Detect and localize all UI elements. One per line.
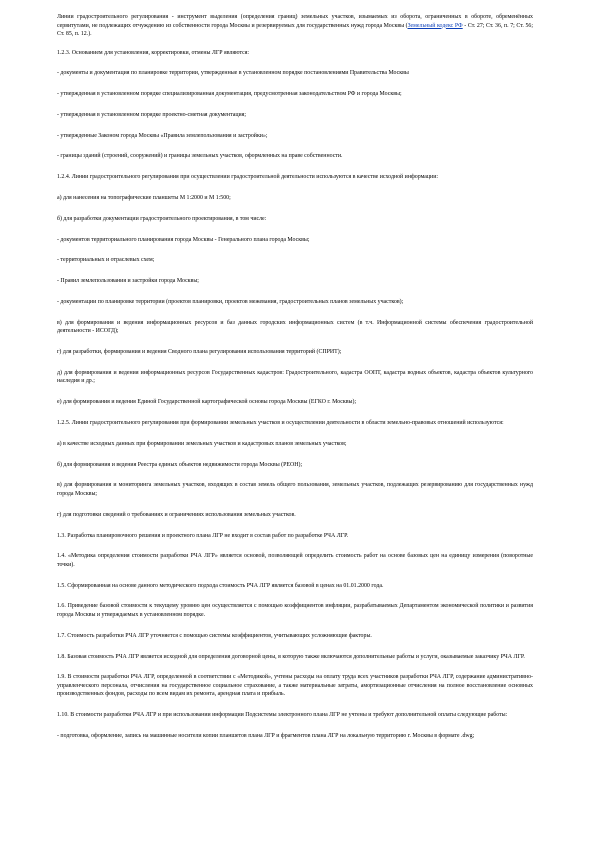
- paragraph: 1.6. Приведение базовой стоимости к текущему уровню цен осуществляется с помощью коэффициентов инфляции, разрабатываемых Департаментом экономической политики и развития города Москвы и утверждаемых в установленном порядке.: [57, 603, 533, 618]
- paragraph: г) для подготовки сведений о требованиях и ограничениях использования земельных участков.: [57, 511, 296, 518]
- paragraph: а) для нанесения на топографические планшеты М 1:2000 и М 1:500;: [57, 195, 231, 202]
- paragraph: а) в качестве исходных данных при формировании земельных участков и кадастровых планов земельных участков;: [57, 440, 347, 447]
- paragraph: - Правил землепользования и застройки города Москвы;: [57, 278, 199, 285]
- paragraph: б) для формирования и ведения Реестра единых объектов недвижимости города Москвы (РЕОН);: [57, 461, 303, 468]
- intro-text: Линии градостроительного регулирования - инструмент выделения (определения границ) земельных участков, изымаемых из оборота, ограниченных в обороте, обременённых сервитутами, не подлежащих отчуждению из собственности города Москвы и резервируемых для государственных нужд города Москвы (: [57, 14, 533, 29]
- paragraph: 1.9. В стоимости разработки РЧА ЛГР, определенной в соответствии с «Методикой», учтены расходы на оплату труда всех участников разработки РЧА ЛГР, содержание административно-управленческого персонала, отчисления на государственное социальное страхование, а также материальные затраты, амортизационные отчисления на полное восстановление основных производственных фондов, расходы по всем видам их ремонта, арендная плата и прибыль.: [57, 674, 533, 698]
- paragraph: 1.5. Сформированная на основе данного методического подхода стоимость РЧА ЛГР является базовой в ценах на 01.01.2000 года.: [57, 582, 384, 589]
- paragraph: - территориальных и отраслевых схем;: [57, 257, 155, 264]
- paragraph: 1.4. «Методика определения стоимости разработки РЧА ЛГР» является основой, позволяющей определить стоимость работ на основе базовых цен на единицу измерения (поворотные точки).: [57, 553, 533, 568]
- paragraph: 1.10. В стоимости разработки РЧА ЛГР и при использовании информации Подсистемы электронного плана ЛГР не учтены и требуют дополнительной оплаты следующие работы:: [57, 712, 508, 719]
- paragraph: - подготовка, оформление, запись на машинные носители копии планшетов плана ЛГР и фрагментов плана ЛГР на локальную территорию г. Москвы в формате .dwg;: [57, 732, 475, 739]
- paragraph: 1.2.4. Линии градостроительного регулирования при осуществлении градостроительной деятельности используются в качестве исходной информации:: [57, 174, 438, 181]
- paragraph: 1.2.3. Основанием для установления, корректировки, отмены ЛГР являются:: [57, 49, 250, 56]
- intro-text-tail: - Ст. 27; Ст. 36, п. 7; Ст. 56; Ст. 85, п. 12.).: [57, 22, 533, 37]
- paragraph: - документации по планировке территории (проектов планировки, проектов межевания, градостроительных планов земельных участков);: [57, 299, 404, 306]
- paragraph: д) для формирования и ведения информационных ресурсов Государственных кадастров: Градостроительного, кадастра ООПТ, кадастра водных объектов, кадастра объектов культурного наследия и др.;: [57, 369, 533, 385]
- paragraph: е) для формирования и ведения Единой Государственной картографической основы города Москвы (ЕГКО г. Москвы);: [57, 399, 357, 406]
- intro-paragraph: [57, 13, 533, 39]
- paragraph: в) для формирования и мониторинга земельных участков, входящих в состав земель общего пользования, земельных участков, подлежащих резервированию для государственных нужд города Москвы;: [57, 482, 533, 497]
- paragraph: в) для формирования и ведения информационных ресурсов и баз данных городских информационных систем (в т.ч. Информационной системы обеспечения градостроительной деятельности - ИСОГД);: [57, 319, 533, 335]
- paragraph: г) для разработки, формирования и ведения Сводного плана регулирования использования территорий (СПРИТ);: [57, 349, 342, 356]
- paragraph: - утвержденная в установленном порядке специализированная документация, предусмотренная законодательством РФ и города Москвы;: [57, 91, 402, 98]
- paragraph: - документы и документация по планировке территории, утвержденные в установленном порядке постановлениями Правительства Москвы: [57, 70, 409, 77]
- document-page: [57, 13, 533, 753]
- paragraph: 1.3. Разработка планировочного решения и проектного плана ЛГР не входит в состав работ по разработке РЧА ЛГР.: [57, 532, 349, 539]
- paragraph: - документов территориального планирования города Москвы - Генерального плана города Москвы;: [57, 236, 310, 243]
- paragraph: б) для разработки документации градостроительного проектирования, в том числе:: [57, 215, 267, 222]
- land-code-link[interactable]: Земельный кодекс РФ: [407, 22, 463, 29]
- paragraph: - границы зданий (строений, сооружений) и границы земельных участков, оформленных на праве собственности.: [57, 153, 343, 160]
- paragraph: - утвержденная в установленном порядке проектно-сметная документация;: [57, 111, 246, 118]
- paragraph: 1.7. Стоимость разработки РЧА ЛГР уточняется с помощью системы коэффициентов, учитывающих усложняющие факторы.: [57, 632, 372, 639]
- paragraph: 1.2.5. Линии градостроительного регулирования при формировании земельных участков и осуществлении деятельности в области земельно-правовых отношений используются:: [57, 420, 504, 427]
- paragraph: 1.8. Базовая стоимость РЧА ЛГР является исходной для определения договорной цены, в которую также включаются дополнительные работы и услуги, оказываемые заказчику РЧА ЛГР.: [57, 653, 525, 660]
- paragraph: - утвержденные Законом города Москвы «Правила землепользования и застройки»;: [57, 132, 268, 139]
- paragraph-list: [57, 49, 533, 741]
